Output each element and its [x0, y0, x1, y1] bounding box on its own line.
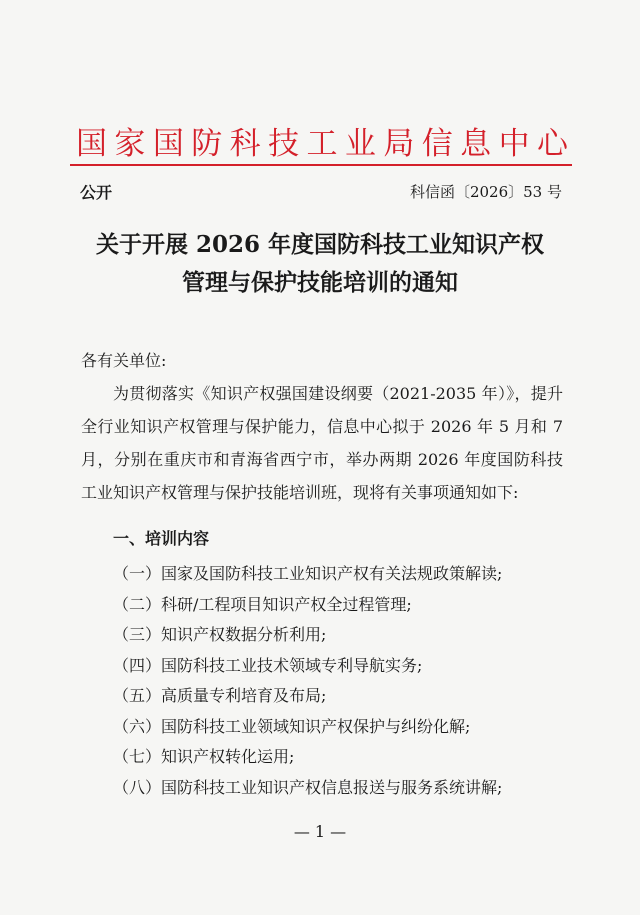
- salutation: 各有关单位:: [81, 351, 167, 370]
- document-number: 科信函〔2026〕53 号: [409, 183, 562, 201]
- disclosure-label: 公开: [80, 183, 113, 202]
- header-red-rule: [70, 164, 572, 166]
- list-item: （一）国家及国防科技工业知识产权有关法规政策解读;: [113, 564, 503, 583]
- list-item: （八）国防科技工业知识产权信息报送与服务系统讲解;: [113, 777, 503, 797]
- list-item: （六）国防科技工业领域知识产权保护与纠纷化解;: [113, 716, 471, 736]
- document-title-line-2: 管理与保护技能培训的通知: [182, 269, 458, 296]
- document-title: [60, 226, 580, 302]
- list-item: （二）科研/工程项目知识产权全过程管理;: [113, 594, 412, 614]
- section-heading-training-content: 一、培训内容: [113, 529, 210, 548]
- list-item: （四）国防科技工业技术领域专利导航实务;: [113, 655, 423, 675]
- document-body: [81, 344, 563, 509]
- list-item: （七）知识产权转化运用;: [113, 747, 295, 766]
- list-item: （五）高质量专利培育及布局;: [113, 686, 327, 705]
- intro-paragraph: 为贯彻落实《知识产权强国建设纲要（2021-2035 年）》，提升全行业知识产权管理与保护能力，信息中心拟于 2026 年 5 月和 7 月，分别在重庆市和青海省西宁市，举办两期 2026 年度国防科技工业知识产权管理与保护技能培训班，现将有关事项通知如下:: [81, 384, 563, 502]
- page-number: — 1 —: [293, 822, 347, 841]
- issuing-organization-header: 国家国防科技工业局信息中心: [76, 126, 570, 162]
- list-item: （三）知识产权数据分析利用;: [113, 625, 327, 644]
- training-content-list: [113, 559, 573, 803]
- document-title-line-1: 关于开展 2026 年度国防科技工业知识产权: [95, 231, 545, 258]
